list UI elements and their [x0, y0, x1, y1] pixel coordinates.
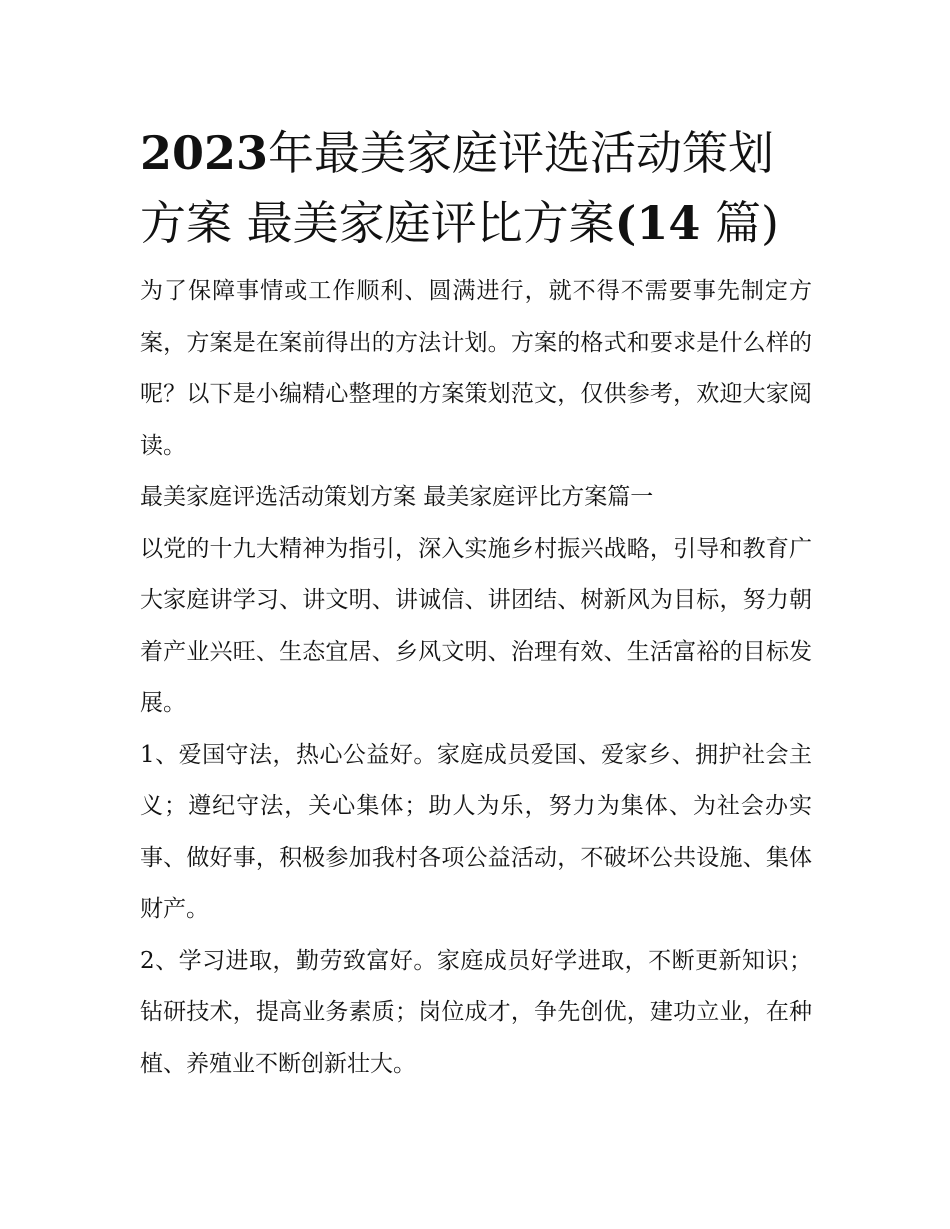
guideline-paragraph: 以党的十九大精神为指引，深入实施乡村振兴战略，引导和教育广大家庭讲学习、讲文明、讲诚信、讲团结、树新风为目标，努力朝着产业兴旺、生态宜居、乡风文明、治理有效、生活富裕的目标发展。: [140, 535, 812, 716]
title-line-1: [140, 118, 812, 188]
section-heading: 最美家庭评选活动策划方案 最美家庭评比方案篇一: [140, 484, 654, 510]
title-line-2: [140, 188, 812, 258]
document-body: [140, 118, 812, 1090]
title-line-2-text: 方案 最美家庭评比方案(14 篇): [140, 196, 779, 250]
title-year: 2023: [140, 126, 269, 180]
document-title: [140, 118, 812, 258]
criterion-1-paragraph: 1、爱国守法，热心公益好。家庭成员爱国、爱家乡、拥护社会主义；遵纪守法，关心集体；助人为乐，努力为集体、为社会办实事、做好事，积极参加我村各项公益活动，不破坏公共设施、集体财产。: [140, 741, 812, 922]
intro-paragraph: 为了保障事情或工作顺利、圆满进行，就不得不需要事先制定方案，方案是在案前得出的方法计划。方案的格式和要求是什么样的呢？以下是小编精心整理的方案策划范文，仅供参考，欢迎大家阅读。: [140, 278, 812, 459]
criterion-2-paragraph: 2、学习进取，勤劳致富好。家庭成员好学进取，不断更新知识；钻研技术，提高业务素质；岗位成才，争先创优，建功立业，在种植、养殖业不断创新壮大。: [140, 947, 812, 1077]
title-line-1-text: 年最美家庭评选活动策划: [268, 126, 775, 180]
title-count: (14: [614, 196, 701, 250]
